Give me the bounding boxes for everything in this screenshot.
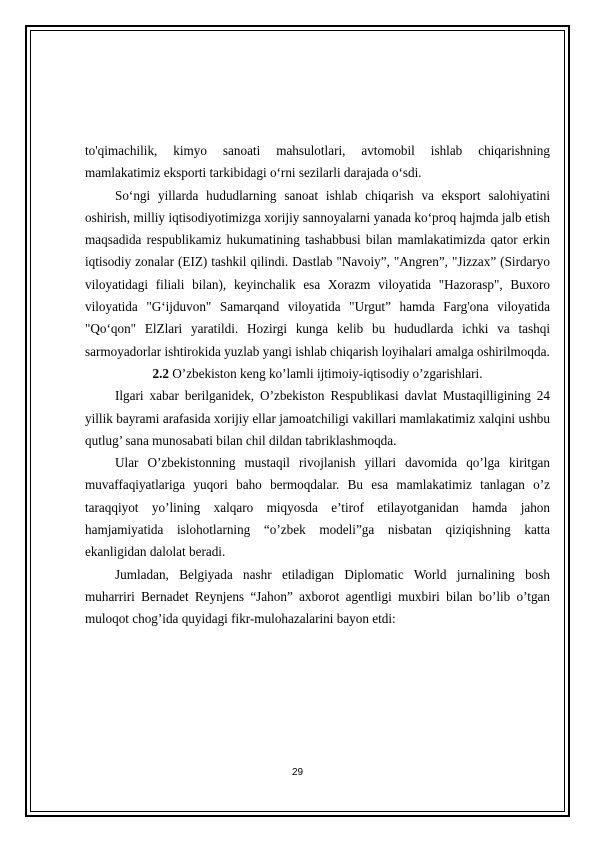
document-body [85, 140, 550, 631]
paragraph-5: Jumladan, Belgiyada nashr etiladigan Diplomatic World jurnalining bosh muharriri Bernadet Reynjens “Jahon” axborot agentligi muxbiri bilan bo’lib o’tgan muloqot chog’ida quyidagi fikr-mulohazalarini bayon etdi: [85, 566, 550, 627]
page-number: 29 [291, 767, 304, 778]
section-title: O’zbekiston keng ko’lamli ijtimoiy-iqtisodiy o’zgarishlari. [168, 365, 483, 381]
paragraph-2: So‘ngi yillarda hududlarning sanoat ishlab chiqarish va eksport salohiyatini oshirish, milliy iqtisodiyotimizga xorijiy sannoyalarni yanada ko‘proq hajmda jalb etish maqsadida respublikamiz hukumatining tashabbusi bilan mamlakatimizda qator erkin iqtisodiy zonalar (EIZ) tashkil qilindi. Dastlab "Navoiy”, "Angren”, "Jizzax” (Sirdaryo viloyatidagi filiali bilan), keyinchalik esa Xorazm viloyatida "Hazorasp", Buxoro viloyatida "G‘ijduvon" Samarqand viloyatida "Urgut” hamda Farg'ona viloyatida "Qo‘qon" ElZlari yaratildi. Hozirgi kunga kelib bu hududlarda ichki va tashqi sarmoyadorlar ishtirokida yuzlab yangi ishlab chiqarish loyihalari amalga oshirilmoqda. [85, 187, 550, 359]
section-heading [85, 363, 550, 385]
section-number: 2.2 [152, 365, 169, 381]
paragraph-1: to'qimachilik, kimyo sanoati mahsulotlari, avtomobil ishlab chiqarishning mamlakatimiz eksporti tarkibidagi o‘rni sezilarli darajada o‘sdi. [85, 143, 550, 181]
paragraph-4: Ular O’zbekistonning mustaqil rivojlanish yillari davomida qo’lga kiritgan muvaffaqiyatlariga yuqori baho bermoqdalar. Bu esa mamlakatimiz tanlagan o’z taraqqiyot yo’lining xalqaro miqyosda e’tirof etilayotganidan hamda jahon hamjamiyatida islohotlarning “o’zbek modeli”ga nisbatan qiziqishning katta ekanligidan dalolat beradi. [85, 455, 550, 560]
paragraph-3: Ilgari xabar berilganidek, O’zbekiston Respublikasi davlat Mustaqilligining 24 yillik bayrami arafasida xorijiy ellar jamoatchiligi vakillari mamlakatimiz xalqini ushbu qutlug’ sana munosabati bilan chil dildan tabriklashmoqda. [85, 388, 550, 448]
